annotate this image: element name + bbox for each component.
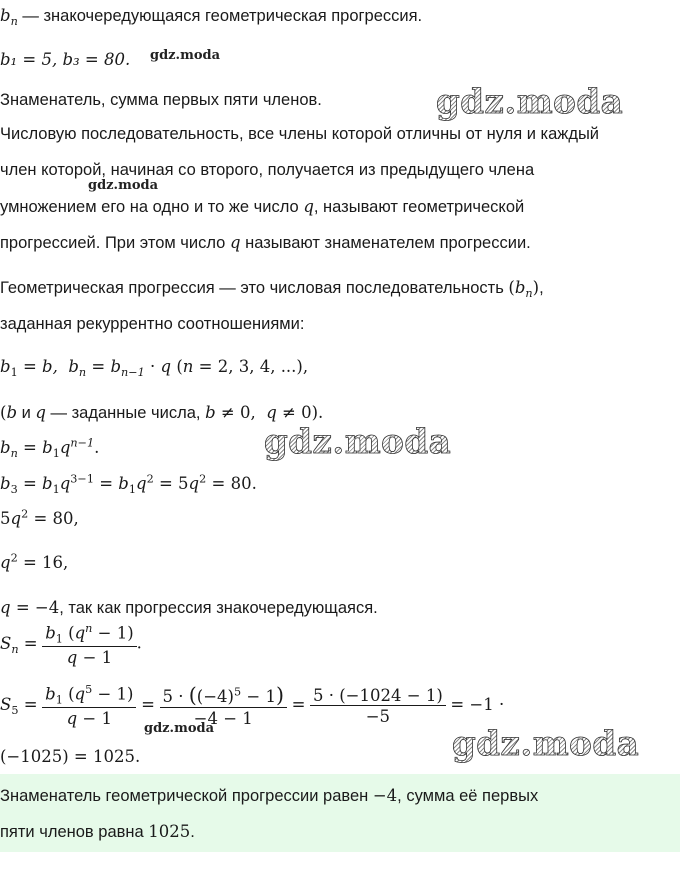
answer-line-2 xyxy=(0,822,195,842)
definition-line-8-text: — заданные числа, xyxy=(45,404,206,422)
and-word: и xyxy=(17,404,36,422)
definition-line-3-b: , называют геометрической xyxy=(313,198,525,216)
watermark-logo: gdz.moda xyxy=(436,82,624,122)
answer-s-value: 1025 xyxy=(148,822,191,841)
formula-sequence: $(b_n)$ xyxy=(508,278,540,300)
watermark-logo: gdz.moda xyxy=(144,721,215,736)
formula-b3: $b_3 = b_1q^{3-1} = b_1q^2 = 5q^2 = 80$. xyxy=(0,472,257,496)
symbol-q: q xyxy=(229,233,241,252)
formula-result: (−1025) = 1025. xyxy=(0,747,141,766)
sum-fraction: $\frac{b_1 (q^n - 1)}{q - 1}$ xyxy=(42,622,136,667)
formula-eq2: $q^2 = 16$, xyxy=(0,551,69,572)
definition-line-3-a: умножением его на одно и то же число xyxy=(0,198,304,216)
formula-bn: $b_n$ xyxy=(0,6,18,28)
definition-line-2: член которой, начиная со второго, получается из предыдущего члена xyxy=(0,161,535,179)
symbol-q: q xyxy=(303,197,314,216)
definition-line-4-a: прогрессией. При этом число xyxy=(0,234,230,252)
definition-line-4-b: называют знаменателем прогрессии. xyxy=(240,234,531,252)
watermark-logo: gdz.moda xyxy=(88,178,159,193)
recurrence-formula: $b_1 = b$, $b_n = b_{n-1} \cdot q$ (n = 2, 3, 4, ...), xyxy=(0,357,309,379)
s5-fraction-3: $\frac{5 \cdot (-1024 - 1)}{-5}$ xyxy=(310,686,446,726)
definition-line-4 xyxy=(0,233,531,253)
s5-fraction-1: $\frac{b_1 (q^5 - 1)}{q - 1}$ xyxy=(42,683,136,728)
answer-text-3: пяти членов равна xyxy=(0,823,149,841)
s5-fraction-2: $\frac{5 \cdot ((-4)^5 - 1)}{-4 - 1}$ xyxy=(160,683,288,728)
watermark-logo: gdz.moda xyxy=(150,48,221,63)
intro-text: — знакочередующаяся геометрическая прогрессия. xyxy=(17,7,423,25)
formula-eq1: $5q^2 = 80$, xyxy=(0,507,79,528)
answer-text-1: Знаменатель геометрической прогрессии равен xyxy=(0,787,373,805)
answer-text-4: . xyxy=(190,823,195,841)
answer-text-2: , сумма её первых xyxy=(397,787,539,805)
given-line xyxy=(0,50,130,70)
find-line: Знаменатель, сумма первых пяти членов. xyxy=(0,91,322,109)
definition-line-8: (b и q — заданные числа, b ≠ 0, q ≠ 0). xyxy=(0,403,324,422)
given-formula: b₁ = 5, b₃ = 80. xyxy=(0,50,131,69)
definition-line-3 xyxy=(0,197,524,217)
answer-box xyxy=(0,774,680,852)
watermark-logo: gdz.moda xyxy=(264,422,452,462)
intro-line xyxy=(0,6,422,28)
formula-sum: $S_n$ = $\frac{b_1 (q^n - 1)}{q - 1}$ . xyxy=(0,622,142,667)
definition-line-5-text: Геометрическая прогрессия — это числовая последовательность xyxy=(0,279,509,297)
watermark-logo: gdz.moda xyxy=(452,724,640,764)
conclusion-line: q = −4, так как прогрессия знакочередующаяся. xyxy=(0,598,378,617)
formula-s5: $S_5$ = $\frac{b_1 (q^5 - 1)}{q - 1}$ = $\frac{5 \cdot ((-4)^5 - 1)}{-4 - 1}$ = $\frac{5 \cdot (-1024 - 1)}{-5}$ = −1 · xyxy=(0,683,505,728)
formula-nth-term: $b_n = b_1q^{n-1}$. xyxy=(0,436,100,460)
definition-line-1: Числовую последовательность, все члены которой отличны от нуля и каждый xyxy=(0,125,600,143)
answer-line-1 xyxy=(0,786,538,806)
conclusion-text: , так как прогрессия знакочередующаяся. xyxy=(59,599,378,617)
definition-line-6: заданная рекуррентно соотношениями: xyxy=(0,315,305,333)
answer-q-value: −4 xyxy=(372,786,398,805)
definition-line-5: Геометрическая прогрессия — это числовая последовательность $(b_n)$, xyxy=(0,278,544,300)
